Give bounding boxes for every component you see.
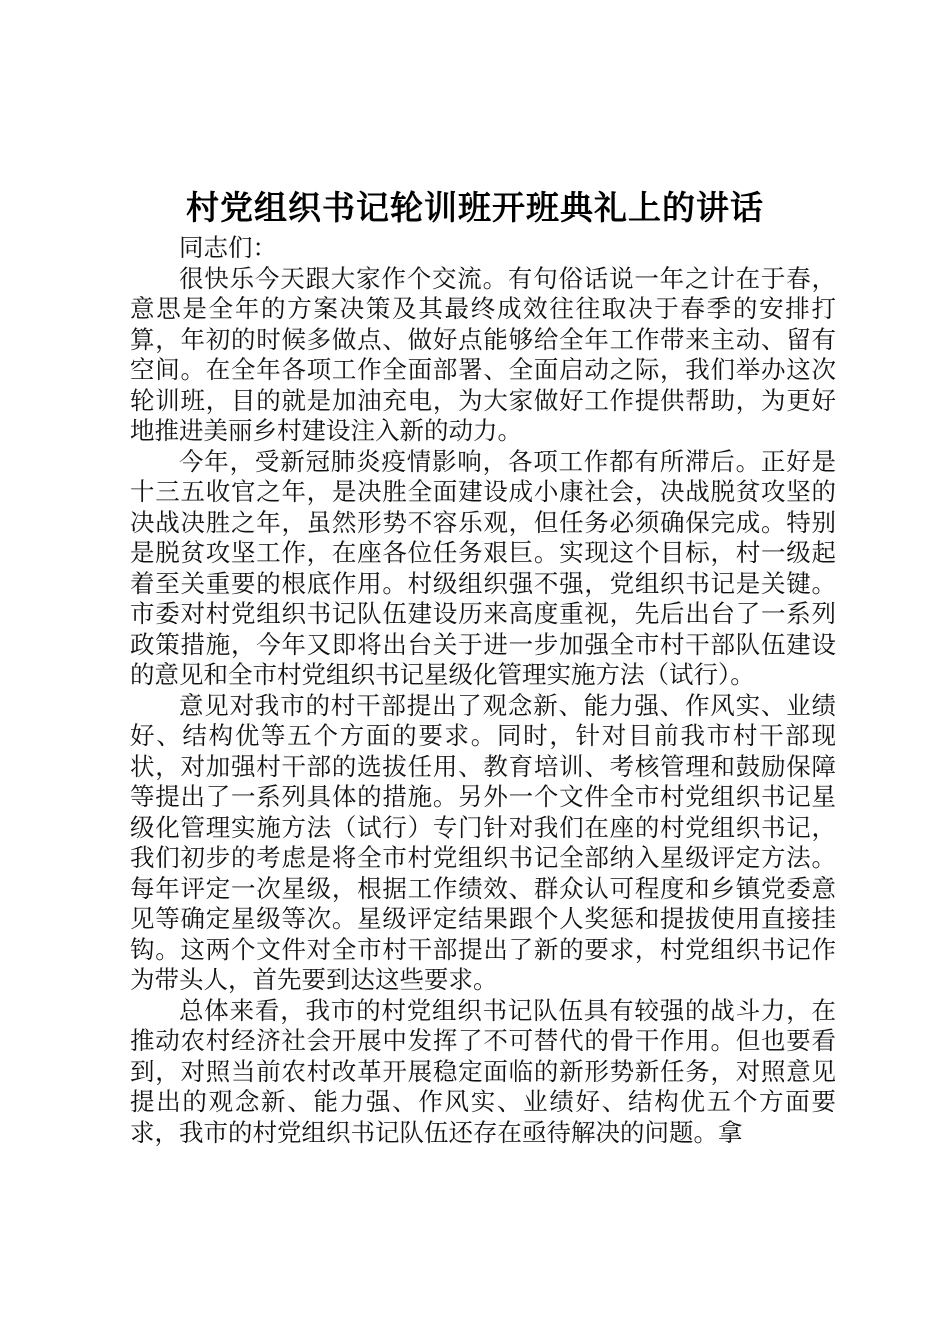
paragraph-3: 意见对我市的村干部提出了观念新、能力强、作风实、业绩好、结构优等五个方面的要求。同时，针对目前我市村干部现状，对加强村干部的选拔任用、教育培训、考核管理和鼓励保障等提出了一系列具体的措施。另外一个文件全市村党组织书记星级化管理实施方法（试行）专门针对我们在座的村党组织书记，我们初步的考虑是将全市村党组织书记全部纳入星级评定方法。每年评定一次星级，根据工作绩效、群众认可程度和乡镇党委意见等确定星级等次。星级评定结果跟个人奖惩和提拔使用直接挂钩。这两个文件对全市村干部提出了新的要求，村党组织书记作为带头人，首先要到达这些要求。 <box>130 690 836 994</box>
salutation: 同志们： <box>179 233 277 262</box>
document-title: 村党组织书记轮训班开班典礼上的讲话 <box>186 188 764 227</box>
document-body <box>130 233 836 1148</box>
paragraph-1: 很快乐今天跟大家作个交流。有句俗话说一年之计在于春，意思是全年的方案决策及其最终成效往往取决于春季的安排打算，年初的时候多做点、做好点能够给全年工作带来主动、留有空间。在全年各项工作全面部署、全面启动之际，我们举办这次轮训班，目的就是加油充电，为大家做好工作提供帮助，为更好地推进美丽乡村建设注入新的动力。 <box>130 263 836 445</box>
paragraph-4: 总体来看，我市的村党组织书记队伍具有较强的战斗力，在推动农村经济社会开展中发挥了不可替代的骨干作用。但也要看到，对照当前农村改革开展稳定面临的新形势新任务，对照意见提出的观念新、能力强、作风实、业绩好、结构优五个方面要求，我市的村党组织书记队伍还存在亟待解决的问题。拿 <box>130 995 836 1147</box>
paragraph-2: 今年，受新冠肺炎疫情影响，各项工作都有所滞后。正好是十三五收官之年，是决胜全面建设成小康社会，决战脱贫攻坚的决战决胜之年，虽然形势不容乐观，但任务必须确保完成。特别是脱贫攻坚工作，在座各位任务艰巨。实现这个目标，村一级起着至关重要的根底作用。村级组织强不强，党组织书记是关键。市委对村党组织书记队伍建设历来高度重视，先后出台了一系列政策措施，今年又即将出台关于进一步加强全市村干部队伍建设的意见和全市村党组织书记星级化管理实施方法（试行）。 <box>130 446 836 689</box>
